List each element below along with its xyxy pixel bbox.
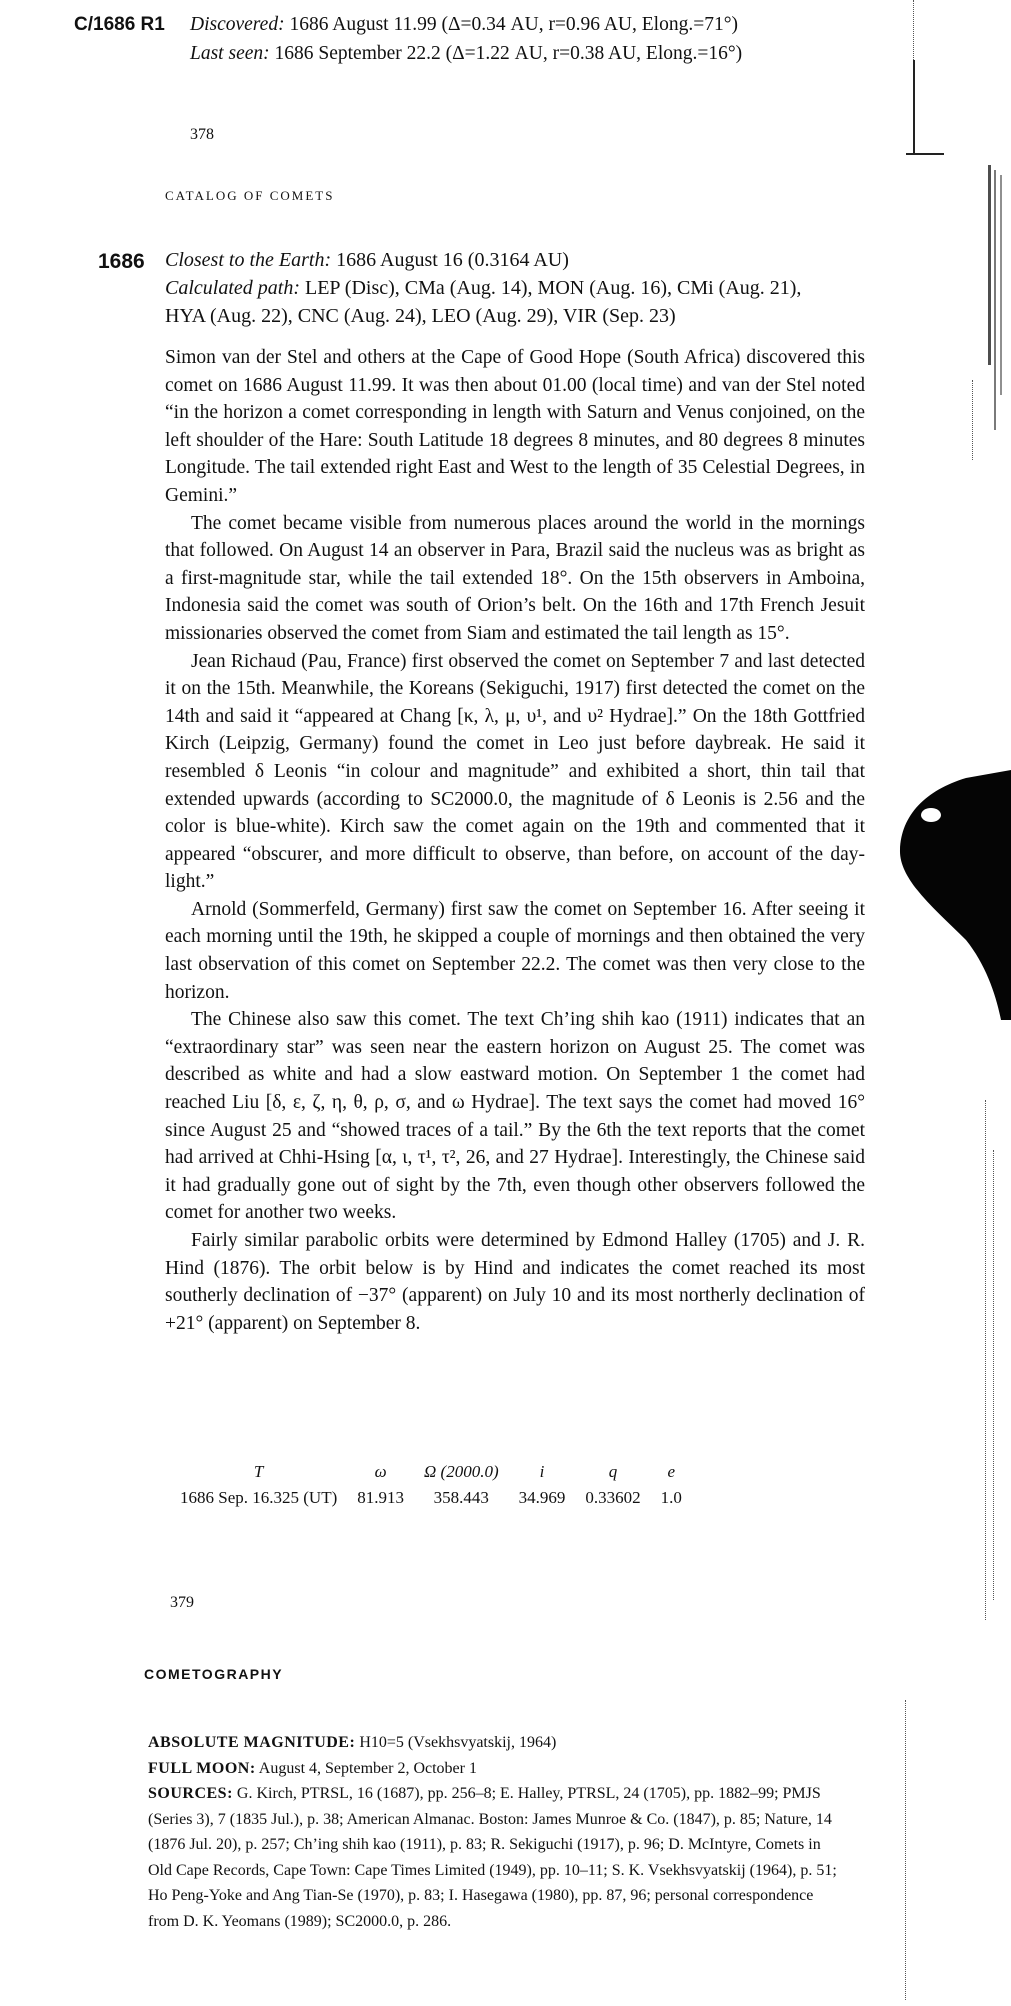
scan-edge-dots-mid [972, 380, 974, 460]
scan-edge-dots-low-2 [993, 1150, 995, 1600]
last-seen-line [190, 43, 742, 65]
orbit-header-node: Ω (2000.0) [423, 1462, 499, 1481]
scan-edge-line-top [913, 60, 915, 155]
paragraph-discovery: Simon van der Stel and others at the Cape of Good Hope (South Africa) discovered this comet on 1686 August 11.99. It was then about 01.00 (local time) and van der Stel noted “in the horizon a comet corresponding in length with Saturn and Venus conjoined, on the left shoulder of the Hare: South Latitude 18 degrees 8 minutes, and 80 degrees 8 minutes Longitude. The tail extended right East and West to the length of 35 Celestial Degrees, in Gemini.” [165, 347, 865, 506]
scan-edge-dots-low [985, 1100, 987, 1620]
running-head-top: CATALOG OF COMETS [165, 188, 335, 203]
orbit-header-i: i [539, 1462, 545, 1481]
full-moon-label: FULL MOON: [148, 1759, 256, 1777]
orbit-value-e: 1.0 [660, 1488, 682, 1507]
sources-value: G. Kirch, PTRSL, 16 (1687), pp. 256–8; E. Halley, PTRSL, 24 (1705), pp. 1882–99; PMJS (Series 3), 7 (1835 Jul.), p. 38; American Almanac. Boston: James Munroe & Co. (1847), p. 85; Nature, 14 (1876 Jul. 20), p. 257; Ch’ing shih kao (1911), p. 83; R. Sekiguchi (1917), p. 96; D. McIntyre, Comets in Old Cape Records, Cape Town: Cape Times Limited (1949), pp. 10–11; S. K. Vsekhsvyatskij (1964), p. 51; Ho Peng-Yoke and Ang Tian-Se (1970), p. 83; I. Hasegawa (1980), pp. 87, 96; personal correspondence from D. K. Yeomans (1989); SC2000.0, p. 286. [148, 1785, 837, 1930]
paragraph-orbits: Fairly similar parabolic orbits were determined by Edmond Halley (1705) and J. R. Hind (1876). The orbit below is by Hind and indicates the comet reached its most southerly declination of −37° (apparent) on July 10 and its most northerly declination of +21° (apparent) on September 8. [165, 1230, 865, 1334]
orbit-header-omega: ω [374, 1462, 387, 1481]
orbit-value-T: 1686 Sep. 16.325 (UT) [180, 1488, 338, 1507]
paragraph-arnold: Arnold (Sommerfeld, Germany) first saw the comet on September 16. After seeing it each morning until the 19th, he skipped a couple of mornings and then obtained the very last observation of this comet on September 22.2. The comet was then very close to the horizon. [165, 898, 865, 1003]
orbit-value-omega: 81.913 [357, 1488, 404, 1507]
scan-edge-bar-2 [994, 170, 996, 430]
paragraph-visibility: The comet became visible from numerous places around the world in the mornings that followed. On August 14 an observer in Para, Brazil said the nucleus was as bright as a first-magnitude star, while the tail extended 18°. On the 15th observers in Amboina, Indonesia said the comet was south of Orion’s belt. On the 16th and 17th French Jesuit missionaries observed the comet from Siam and estimated the tail length as 15°. [165, 512, 865, 644]
page-number-top: 378 [190, 126, 214, 143]
orbit-header-e: e [667, 1462, 675, 1481]
path-value-line2: HYA (Aug. 22), CNC (Aug. 24), LEO (Aug. 29), VIR (Sep. 23) [165, 305, 676, 327]
paragraph-observers: Jean Richaud (Pau, France) first observed the comet on September 7 and last detected it on the 15th. Meanwhile, the Koreans (Sekiguchi, 1917) first detected the comet on the 14th and said it “appeared at Chang [κ, λ, μ, υ¹, and υ² Hydrae].” On the 18th Gottfried Kirch (Leipzig, Germany) found the comet in Leo just before daybreak. He said it resembled δ Leonis “in colour and magnitude” and exhibited a short, thin tail that extended upwards (according to SC2000.0, the magnitude of δ Leonis is 2.56 and the color is blue-white). Kirch saw the comet again on the 19th and commented that it appeared “obscurer, and more difficult to observe, than before, on account of the day-light.” [165, 650, 865, 893]
scan-edge-bar-1 [988, 165, 991, 365]
abs-mag-line [148, 1730, 838, 1756]
scan-edge-bar-3 [1000, 175, 1002, 395]
full-moon-line [148, 1756, 838, 1782]
page-number-bottom: 379 [170, 1594, 194, 1611]
full-moon-value: August 4, September 2, October 1 [258, 1759, 477, 1777]
entry-meta [165, 246, 875, 330]
footer-notes [148, 1730, 838, 1934]
comet-designation: C/1686 R1 [74, 14, 165, 35]
orbit-value-row [170, 1488, 692, 1508]
path-label: Calculated path: [165, 277, 300, 299]
sources-line [148, 1781, 838, 1934]
orbit-value-i: 34.969 [518, 1488, 566, 1507]
last-seen-value: 1686 September 22.2 (Δ=1.22 AU, r=0.38 AU, Elong.=16°) [274, 43, 743, 64]
closest-value: 1686 August 16 (0.3164 AU) [336, 249, 569, 271]
orbit-value-q: 0.33602 [585, 1488, 641, 1507]
entry-year: 1686 [98, 250, 145, 273]
orbit-table [170, 1462, 692, 1508]
discovered-line [190, 14, 738, 36]
paragraph-chinese: The Chinese also saw this comet. The text Ch’ing shih kao (1911) indicates that an “extraordinary star” was seen near the eastern horizon on August 25. The comet was described as white and had a slow eastward motion. On September 1 the comet had reached Liu [δ, ε, ζ, η, θ, ρ, σ, and ω Hydrae]. The text says the comet had moved 16° since August 25 and “showed traces of a tail.” By the 6th the text reports that the comet had arrived at Chhi-Hsing [α, ι, τ¹, τ², 26, and 27 Hydrae]. Interestingly, the Chinese said it had gradually gone out of sight by the 7th, even though other observers followed the comet for another two weeks. [165, 1009, 865, 1224]
orbit-value-node: 358.443 [433, 1488, 489, 1507]
closest-label: Closest to the Earth: [165, 249, 332, 271]
sources-label: SOURCES: [148, 1785, 233, 1802]
path-line [165, 274, 875, 302]
running-head-bottom: COMETOGRAPHY [144, 1666, 284, 1682]
abs-mag-value: H10=5 (Vsekhsvyatskij, 1964) [359, 1734, 557, 1751]
scan-edge-dots-bottom [905, 1700, 907, 2000]
abs-mag-label: ABSOLUTE MAGNITUDE: [148, 1734, 356, 1751]
orbit-header-T: T [253, 1462, 264, 1481]
closest-line [165, 246, 875, 274]
orbit-header-row [170, 1462, 692, 1488]
body-text [165, 344, 865, 1337]
discovered-label: Discovered: [190, 14, 285, 35]
discovered-value: 1686 August 11.99 (Δ=0.34 AU, r=0.96 AU, Elong.=71°) [289, 14, 739, 35]
path-value-line1: LEP (Disc), CMa (Aug. 14), MON (Aug. 16), CMi (Aug. 21), [304, 277, 802, 299]
last-seen-label: Last seen: [190, 43, 270, 64]
scan-edge-tick [906, 153, 944, 155]
orbit-header-q: q [608, 1462, 618, 1481]
scan-shadow-blot [896, 770, 1011, 1020]
